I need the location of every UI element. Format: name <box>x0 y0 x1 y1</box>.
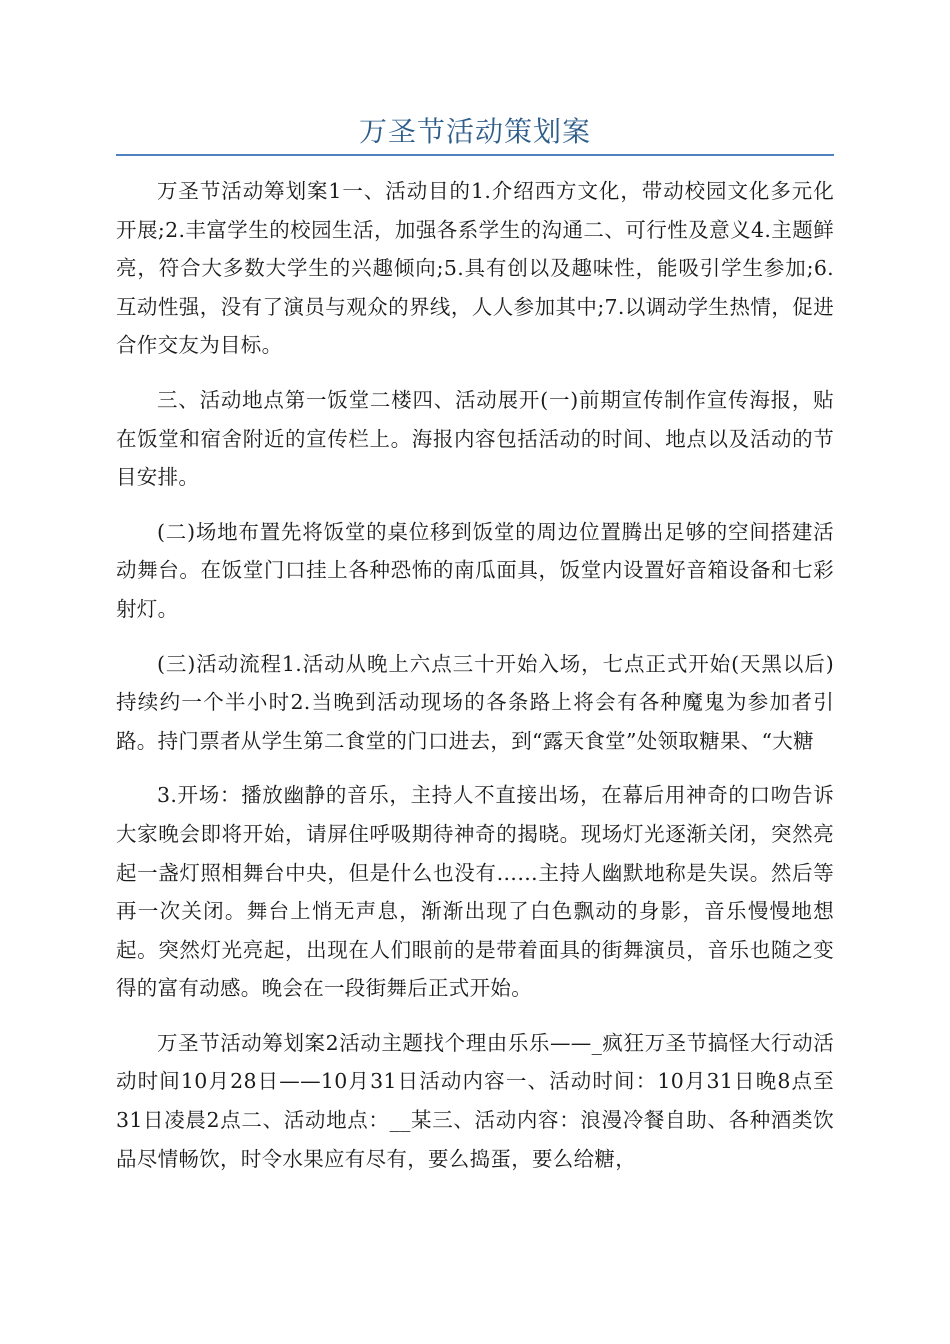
title-underline <box>116 154 834 156</box>
paragraph-6: 万圣节活动筹划案2活动主题找个理由乐乐——_疯狂万圣节搞怪大行动活动时间10月28日——10月31日活动内容一、活动时间：10月31日晚8点至31日凌晨2点二、活动地点：__某三、活动内容：浪漫冷餐自助、各种酒类饮品尽情畅饮，时令水果应有尽有，要么捣蛋，要么给糖， <box>116 1030 834 1171</box>
document-title: 万圣节活动策划案 <box>358 115 591 148</box>
paragraph-2: 三、活动地点第一饭堂二楼四、活动展开(一)前期宣传制作宣传海报，贴在饭堂和宿舍附近的宣传栏上。海报内容包括活动的时间、地点以及活动的节目安排。 <box>116 387 834 490</box>
paragraph-5: 3.开场：播放幽静的音乐，主持人不直接出场，在幕后用神奇的口吻告诉大家晚会即将开始，请屏住呼吸期待神奇的揭晓。现场灯光逐渐关闭，突然亮起一盏灯照相舞台中央，但是什么也没有……主持人幽默地称是失误。然后等再一次关闭。舞台上悄无声息，渐渐出现了白色飘动的身影，音乐慢慢地想起。突然灯光亮起，出现在人们眼前的是带着面具的街舞演员，音乐也随之变得的富有动感。晚会在一段街舞后正式开始。 <box>116 783 834 1001</box>
paragraph-4: (三)活动流程1.活动从晚上六点三十开始入场，七点正式开始(天黑以后)持续约一个半小时2.当晚到活动现场的各条路上将会有各种魔鬼为参加者引路。持门票者从学生第二食堂的门口进去，到“露天食堂”处领取糖果、“大糖 <box>116 651 834 753</box>
document-body <box>116 172 834 1194</box>
paragraph-1: 万圣节活动筹划案1一、活动目的1.介绍西方文化，带动校园文化多元化开展;2.丰富学生的校园生活，加强各系学生的沟通二、可行性及意义4.主题鲜亮，符合大多数大学生的兴趣倾向;5.具有创以及趣味性，能吸引学生参加;6.互动性强，没有了演员与观众的界线，人人参加其中;7.以调动学生热情，促进合作交友为目标。 <box>116 179 834 358</box>
paragraph-3: (二)场地布置先将饭堂的桌位移到饭堂的周边位置腾出足够的空间搭建活动舞台。在饭堂门口挂上各种恐怖的南瓜面具，饭堂内设置好音箱设备和七彩射灯。 <box>116 519 834 621</box>
